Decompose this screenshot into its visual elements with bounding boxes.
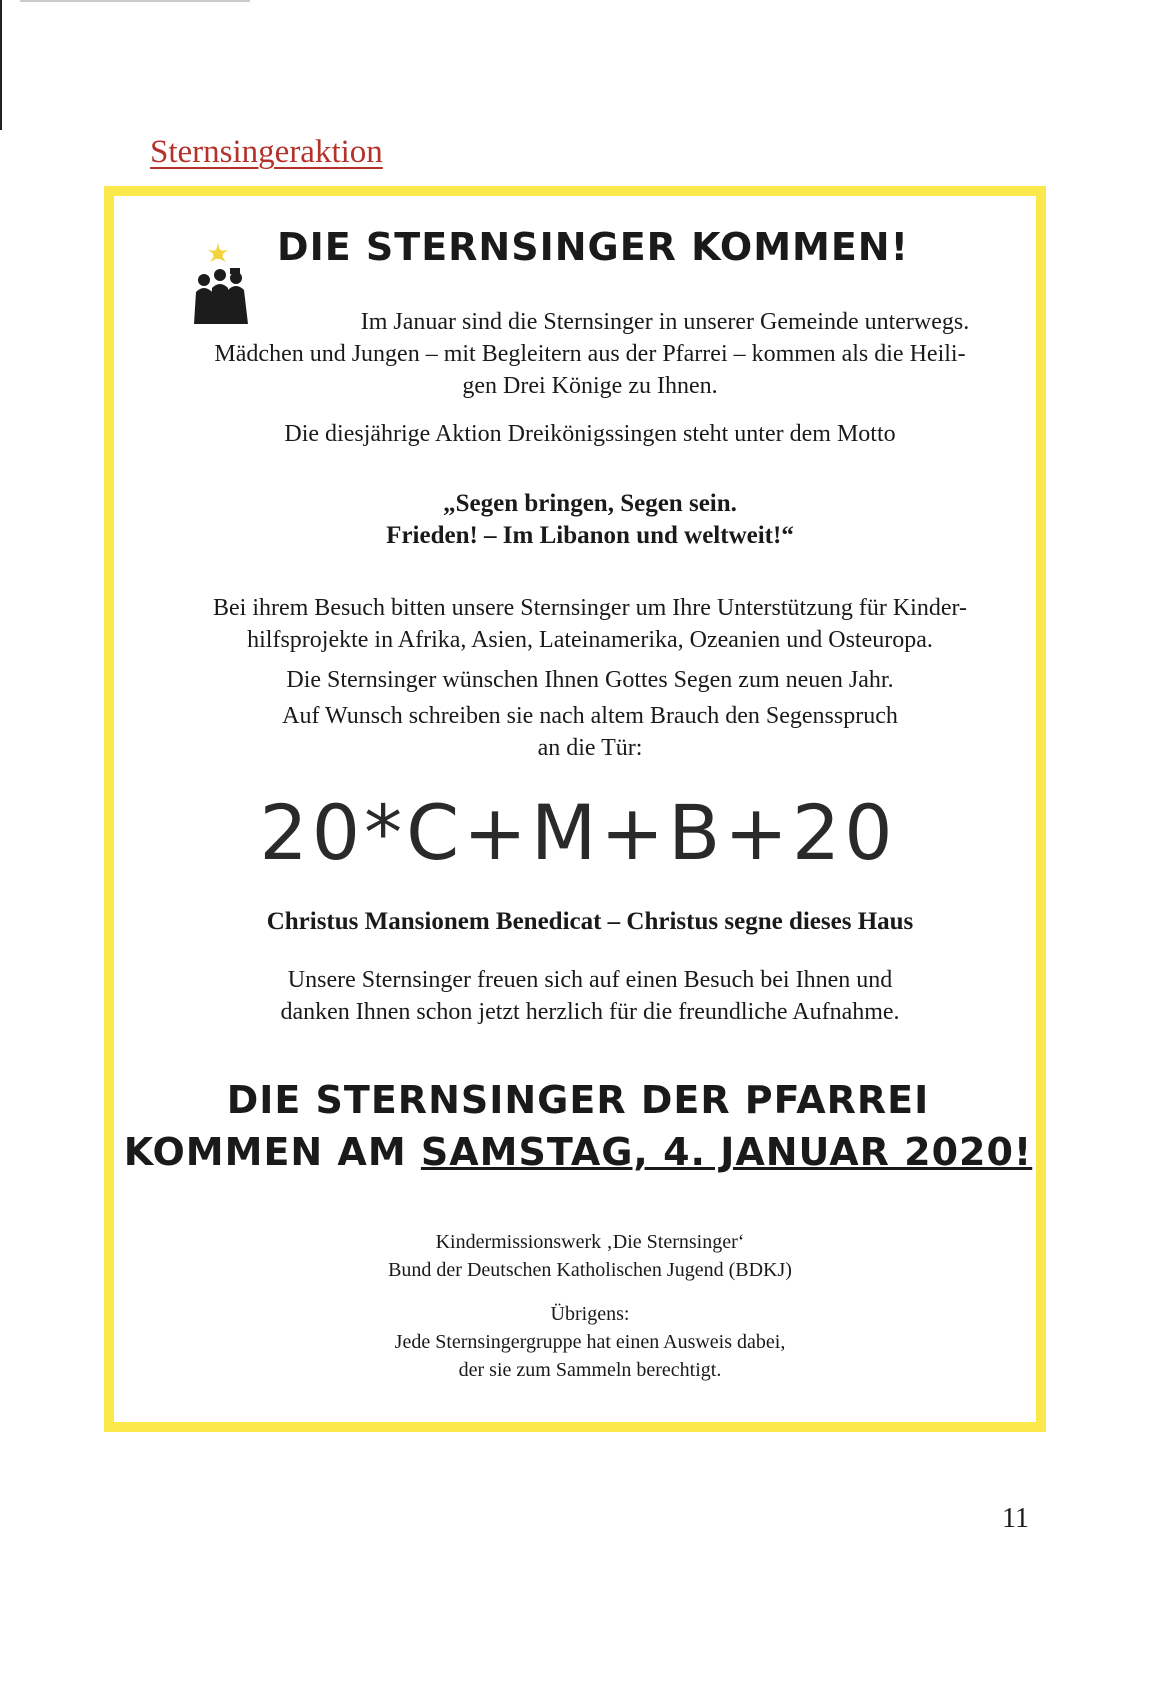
motto-line-2: Frieden! – Im Libanon und weltweit!“ xyxy=(386,522,794,549)
custom-line-1: Auf Wunsch schreiben sie nach altem Brauch den Segensspruch xyxy=(282,703,898,729)
blessing-wish: Die Sternsinger wünschen Ihnen Gottes Segen zum neuen Jahr. xyxy=(286,667,894,693)
announcement-line-1: DIE STERNSINGER DER PFARREI xyxy=(226,1078,930,1122)
intro-line-1: Im Januar sind die Sternsinger in unserer Gemeinde unterwegs. xyxy=(360,309,970,335)
announcement-line-2 xyxy=(0,1126,1156,1178)
page-number: 11 xyxy=(1002,1503,1029,1534)
note-line-2: der sie zum Sammeln berechtigt. xyxy=(458,1359,722,1381)
motto-line-1: „Segen bringen, Segen sein. xyxy=(443,490,737,517)
thanks-paragraph xyxy=(160,964,1020,1028)
blessing-inscription: 20*C+M+B+20 xyxy=(259,788,897,877)
intro-paragraph xyxy=(160,306,1020,402)
intro-line-2: Mädchen und Jungen – mit Begleitern aus der Pfarrei – kommen als die Heili- xyxy=(214,341,966,367)
motto-intro: Die diesjährige Aktion Dreikönigssingen steht unter dem Motto xyxy=(284,421,896,447)
support-line-2: hilfsprojekte in Afrika, Asien, Lateinamerika, Ozeanien und Osteuropa. xyxy=(247,627,933,653)
organizations xyxy=(160,1228,1020,1284)
announcement-prefix: KOMMEN AM xyxy=(123,1130,407,1174)
custom-line-2: an die Tür: xyxy=(537,735,643,761)
note-heading: Übrigens: xyxy=(550,1303,630,1325)
custom-paragraph xyxy=(160,700,1020,764)
note-line-1: Jede Sternsingergruppe hat einen Ausweis dabei, xyxy=(394,1331,786,1353)
intro-line-3: gen Drei Könige zu Ihnen. xyxy=(462,373,718,399)
org-line-2: Bund der Deutschen Katholischen Jugend (BDKJ) xyxy=(388,1259,792,1281)
id-note xyxy=(160,1300,1020,1384)
blessing-translation: Christus Mansionem Benedicat – Christus segne dieses Haus xyxy=(266,908,914,935)
headline: DIE STERNSINGER KOMMEN! xyxy=(277,225,909,269)
support-paragraph xyxy=(160,592,1020,656)
scan-top-line xyxy=(20,0,250,2)
section-title: Sternsingeraktion xyxy=(150,134,383,170)
org-line-1: Kindermissionswerk ‚Die Sternsinger‘ xyxy=(435,1231,745,1253)
scan-edge-line xyxy=(0,0,2,130)
visit-announcement xyxy=(0,1074,1156,1178)
thanks-line-1: Unsere Sternsinger freuen sich auf einen Besuch bei Ihnen und xyxy=(287,967,893,993)
visit-date: SAMSTAG, 4. JANUAR 2020! xyxy=(420,1130,1033,1174)
support-line-1: Bei ihrem Besuch bitten unsere Sternsinger um Ihre Unterstützung für Kinder- xyxy=(213,595,967,621)
motto xyxy=(160,488,1020,552)
thanks-line-2: danken Ihnen schon jetzt herzlich für die freundliche Aufnahme. xyxy=(280,999,900,1025)
